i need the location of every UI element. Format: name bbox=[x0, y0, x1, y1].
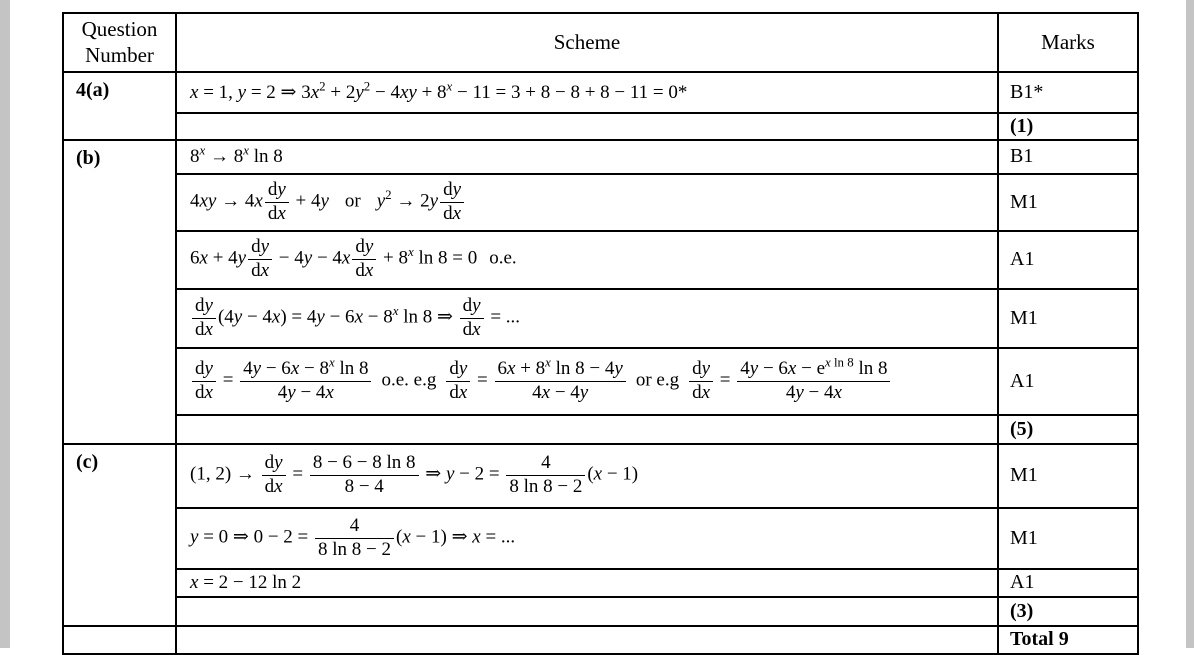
scheme-header: Scheme bbox=[176, 13, 998, 72]
table-row bbox=[63, 113, 1138, 140]
scheme-cell bbox=[176, 415, 998, 444]
marks-cell: M1 bbox=[998, 174, 1138, 231]
table-row bbox=[63, 72, 1138, 113]
table-row bbox=[63, 231, 1138, 289]
question-number-cell: (b) bbox=[63, 140, 176, 444]
marks-cell: M1 bbox=[998, 289, 1138, 348]
table-row bbox=[63, 508, 1138, 569]
question-number-cell bbox=[63, 626, 176, 654]
marks-cell: B1 bbox=[998, 140, 1138, 174]
header-row bbox=[63, 13, 1138, 72]
marks-cell: M1 bbox=[998, 508, 1138, 569]
question-number-cell: (c) bbox=[63, 444, 176, 626]
scheme-cell bbox=[176, 597, 998, 626]
page-edge-left bbox=[0, 0, 10, 648]
scheme-cell bbox=[176, 626, 998, 654]
scheme-cell: 6x + 4y $\frac{dy}{dx}$ − 4y − 4x $\frac{dy}{dx}$ + $8^x$ ln 8 = 0 o.e. bbox=[176, 231, 998, 289]
scheme-cell: $\frac{dy}{dx}$ = $\frac{4y - 6x - 8^x \ln 8}{4y - 4x}$ o.e. e.g $\frac{dy}{dx}$ = $\frac{6x + 8^x \ln 8 - 4y}{4x - 4y}$ or e.g $\frac{dy}{dx}$ = $\frac{4y - 6x - e^{x ln 8} \ln 8}{4y - 4x}$ bbox=[176, 348, 998, 415]
scheme-cell: $\frac{dy}{dx}$ $(4y - 4x) = 4y - 6x - 8^x$ ln 8 ⇒ $\frac{dy}{dx}$ = ... bbox=[176, 289, 998, 348]
scheme-cell: 4xy → 4x $\frac{dy}{dx}$ + 4y or $y^2 \to 2y$ $\frac{dy}{dx}$ bbox=[176, 174, 998, 231]
table-row bbox=[63, 569, 1138, 597]
table-row bbox=[63, 415, 1138, 444]
question-number-cell: 4(a) bbox=[63, 72, 176, 140]
marks-header: Marks bbox=[998, 13, 1138, 72]
scheme-cell: x = 1, y = 2 ⇒ $3x^2 + 2y^2 - 4xy + 8^x - 11 = 3 + 8 - 8 + 8 - 11 = 0*$ bbox=[176, 72, 998, 113]
marks-cell: M1 bbox=[998, 444, 1138, 508]
table-row bbox=[63, 597, 1138, 626]
marks-cell: (1) bbox=[998, 113, 1138, 140]
mark-scheme-table bbox=[62, 12, 1139, 655]
marks-cell: B1* bbox=[998, 72, 1138, 113]
table-row bbox=[63, 140, 1138, 174]
table-row bbox=[63, 289, 1138, 348]
scheme-cell: $8^x \to 8^x$ ln 8 bbox=[176, 140, 998, 174]
marks-cell: (3) bbox=[998, 597, 1138, 626]
table-row bbox=[63, 626, 1138, 654]
marks-cell: (5) bbox=[998, 415, 1138, 444]
marks-cell: A1 bbox=[998, 231, 1138, 289]
scheme-cell bbox=[176, 113, 998, 140]
marks-cell: Total 9 bbox=[998, 626, 1138, 654]
table-row bbox=[63, 444, 1138, 508]
table-row bbox=[63, 348, 1138, 415]
scheme-cell: y = 0 ⇒ 0 − 2 = $\frac{4}{8 \ln 8 - 2}$ (x − 1) ⇒ x = ... bbox=[176, 508, 998, 569]
scheme-cell: x = 2 − 12 ln 2 bbox=[176, 569, 998, 597]
marks-cell: A1 bbox=[998, 348, 1138, 415]
scheme-cell: (1, 2) → $\frac{dy}{dx}$ = $\frac{8 - 6 - 8 \ln 8}{8 - 4}$ ⇒ y − 2 = $\frac{4}{8 \ln 8 - 2}$ (x − 1) bbox=[176, 444, 998, 508]
question-number-header: Question Number bbox=[63, 13, 176, 72]
table-row bbox=[63, 174, 1138, 231]
marks-cell: A1 bbox=[998, 569, 1138, 597]
page-edge-right bbox=[1186, 0, 1194, 648]
